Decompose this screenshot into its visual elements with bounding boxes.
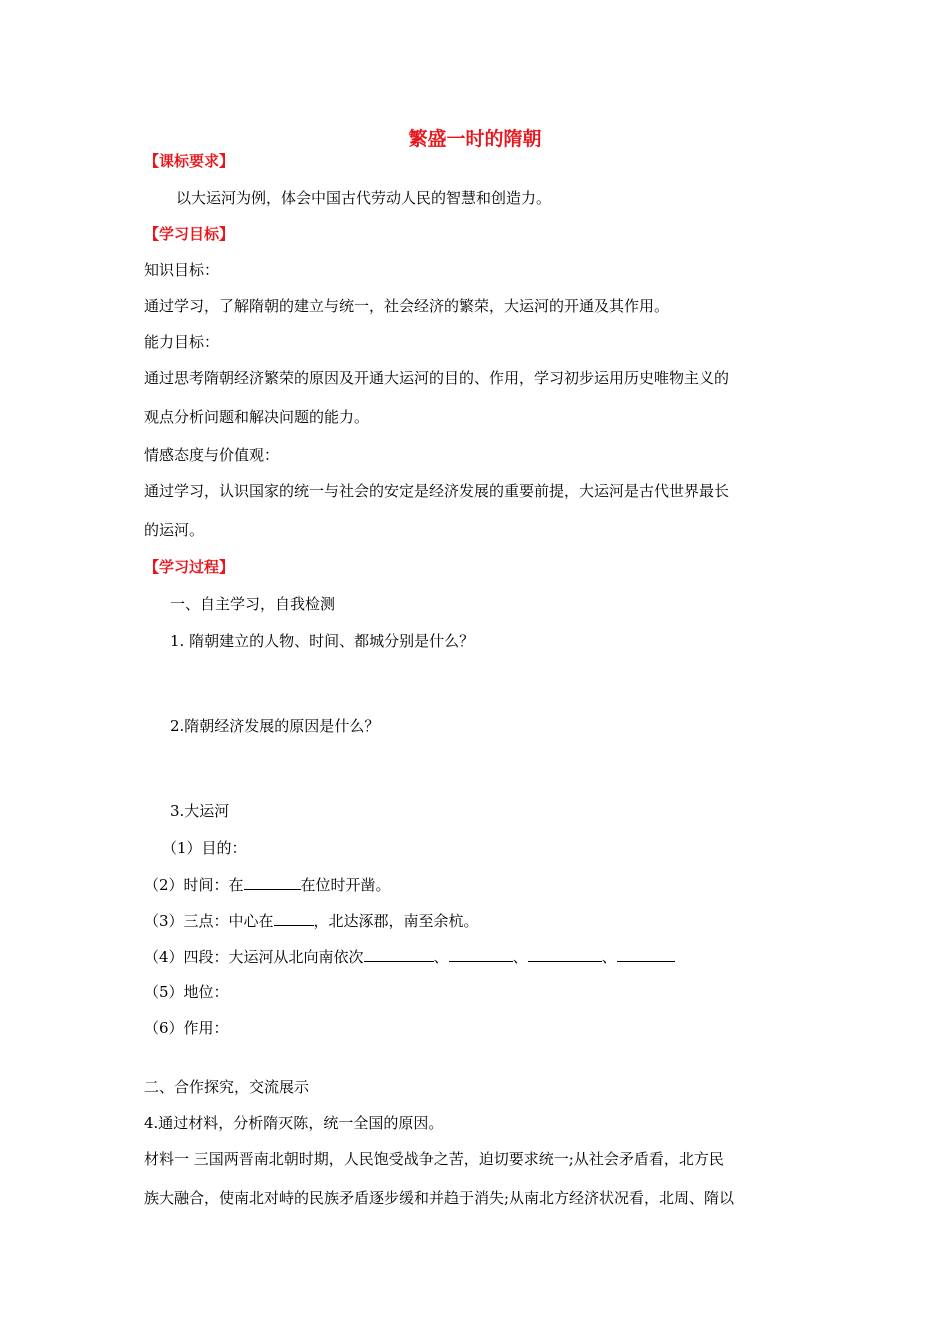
- emotion-text-line-1: 通过学习，认识国家的统一与社会的安定是经济发展的重要前提，大运河是古代世界最长: [144, 482, 730, 500]
- material-line-2: 族大融合，使南北对峙的民族矛盾逐步缓和并趋于消失;从南北方经济状况看，北周、隋以: [144, 1189, 735, 1207]
- ability-text-line-2: 观点分析问题和解决问题的能力。: [144, 408, 370, 426]
- question-4: 4.通过材料，分析隋灭陈，统一全国的原因。: [144, 1114, 444, 1132]
- question-3-time: [144, 874, 391, 895]
- ability-label: 能力目标：: [144, 333, 220, 351]
- question-3-segments: [144, 946, 675, 967]
- time-suffix: 在位时开凿。: [300, 876, 391, 894]
- emotion-text-line-2: 的运河。: [144, 521, 205, 539]
- question-1: 1. 隋朝建立的人物、时间、都城分别是什么？: [170, 632, 475, 650]
- fill-blank-center[interactable]: [274, 910, 314, 926]
- curriculum-heading: 【课标要求】: [144, 152, 235, 170]
- material-line-1: 材料一 三国两晋南北朝时期，人民饱受战争之苦，迫切要求统一;从社会矛盾看，北方民: [144, 1150, 724, 1168]
- points-suffix: ，北达涿郡，南至余杭。: [313, 912, 479, 930]
- question-2: 2.隋朝经济发展的原因是什么？: [170, 717, 380, 735]
- fill-blank-segment-1[interactable]: [364, 946, 434, 962]
- question-3-effect: （6）作用：: [144, 1019, 229, 1037]
- curriculum-text: 以大运河为例，体会中国古代劳动人民的智慧和创造力。: [176, 189, 552, 207]
- knowledge-text: 通过学习，了解隋朝的建立与统一，社会经济的繁荣，大运河的开通及其作用。: [144, 297, 670, 315]
- segment-separator: 、: [512, 948, 528, 966]
- process-heading: 【学习过程】: [144, 558, 235, 576]
- fill-blank-segment-2[interactable]: [449, 946, 513, 962]
- objectives-heading: 【学习目标】: [144, 225, 235, 243]
- points-prefix: （3）三点：中心在: [144, 912, 274, 930]
- part2-title: 二、合作探究，交流展示: [144, 1078, 310, 1096]
- segment-separator: 、: [601, 948, 617, 966]
- question-3-status: （5）地位：: [144, 983, 229, 1001]
- time-prefix: （2）时间：在: [144, 876, 244, 894]
- fill-blank-segment-3[interactable]: [528, 946, 602, 962]
- ability-text-line-1: 通过思考隋朝经济繁荣的原因及开通大运河的目的、作用，学习初步运用历史唯物主义的: [144, 369, 730, 387]
- segments-prefix: （4）四段：大运河从北向南依次: [144, 948, 364, 966]
- question-3: 3.大运河: [170, 802, 230, 820]
- knowledge-label: 知识目标：: [144, 261, 220, 279]
- question-3-points: [144, 910, 479, 931]
- fill-blank-ruler[interactable]: [244, 874, 301, 890]
- question-3-purpose: （1）目的：: [162, 839, 247, 857]
- document-title: 繁盛一时的隋朝: [408, 128, 542, 150]
- emotion-label: 情感态度与价值观：: [144, 446, 280, 464]
- part1-title: 一、自主学习，自我检测: [170, 595, 336, 613]
- segment-separator: 、: [433, 948, 449, 966]
- fill-blank-segment-4[interactable]: [617, 946, 675, 962]
